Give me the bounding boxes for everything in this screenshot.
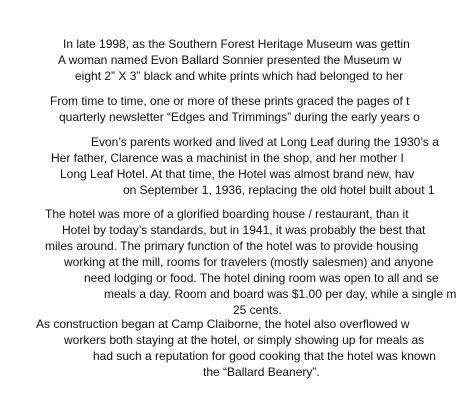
text-line: the “Ballard Beanery”. <box>203 365 320 379</box>
text-line: miles around. The primary function of the hotel was to provide housing <box>45 239 419 253</box>
text-line: From time to time, one or more of these prints graced the pages of t <box>50 94 410 108</box>
text-line: working at the mill, rooms for travelers (mostly salesmen) and anyone <box>64 255 434 269</box>
text-line: Hotel by today’s standards, but in 1941, it was probably the best that <box>62 223 426 237</box>
text-line: had such a reputation for good cooking that the hotel was known <box>93 349 436 363</box>
text-line: Her father, Clarence was a machinist in the shop, and her mother I <box>51 151 404 165</box>
text-line: workers both staying at the hotel, or simply showing up for meals as <box>64 333 425 347</box>
text-line: A woman named Evon Ballard Sonnier presented the Museum w <box>58 53 402 67</box>
text-line: on September 1, 1936, replacing the old hotel built about 1 <box>123 183 435 197</box>
text-line: In late 1998, as the Southern Forest Heritage Museum was gettin <box>63 37 410 51</box>
text-line: The hotel was more of a glorified boarding house / restaurant, than it <box>45 207 409 221</box>
text-line: meals a day. Room and board was $1.00 per day, while a single m <box>104 287 456 301</box>
text-line: Evon’s parents worked and lived at Long Leaf during the 1930’s a <box>91 135 439 149</box>
text-line: eight 2” X 3” black and white prints which had belonged to her <box>75 69 404 83</box>
text-line: need lodging or food. The hotel dining room was open to all and se <box>84 271 439 285</box>
text-line: Long Leaf Hotel. At that time, the Hotel was almost brand new, hav <box>60 167 415 181</box>
text-line: As construction began at Camp Claiborne, the hotel also overflowed w <box>36 317 410 331</box>
text-line: quarterly newsletter “Edges and Trimmings” during the early years o <box>59 110 420 124</box>
text-line: 25 cents. <box>233 303 282 317</box>
